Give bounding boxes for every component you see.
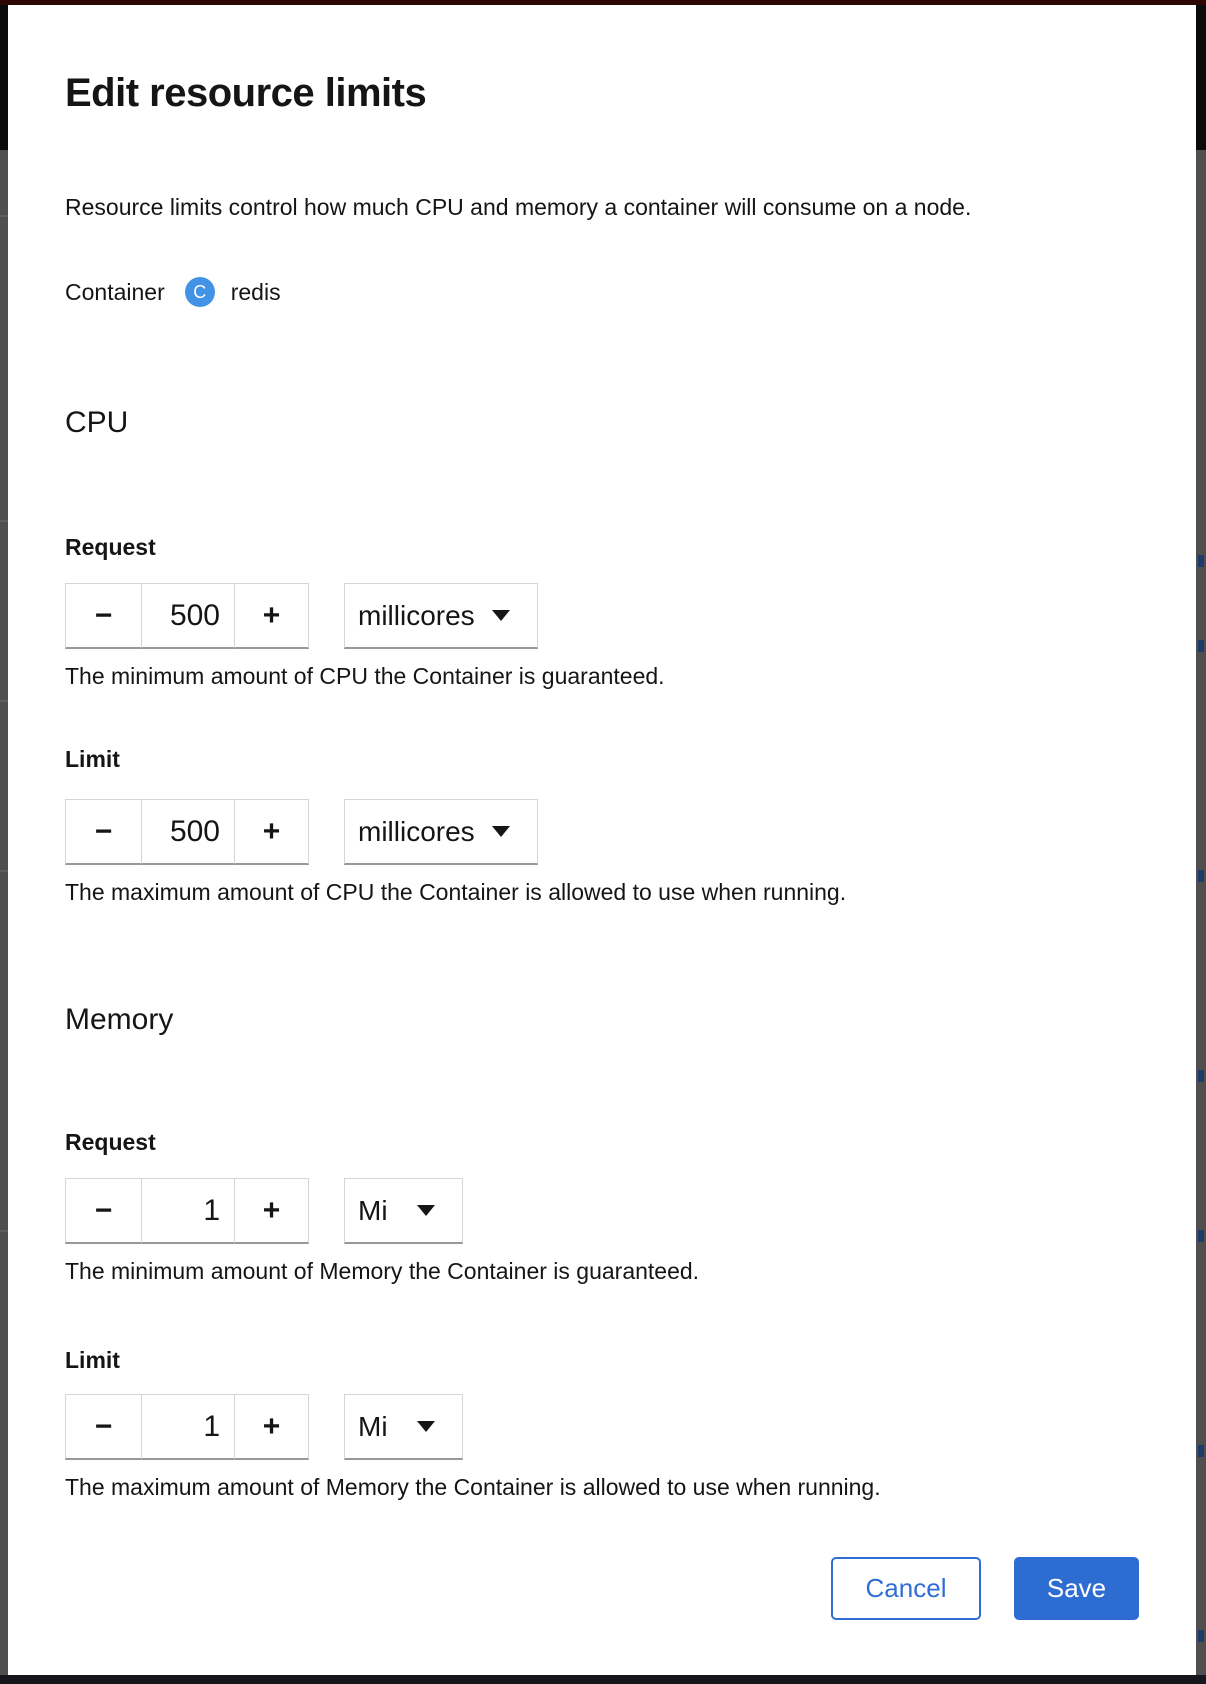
memory-request-increment-button[interactable]: [235, 1178, 309, 1244]
modal-description: Resource limits control how much CPU and memory a container will consume on a node.: [65, 194, 972, 220]
cpu-limit-value-input[interactable]: [142, 799, 235, 865]
cpu-limit-helper-text: The maximum amount of CPU the Container is allowed to use when running.: [65, 879, 847, 905]
caret-down-icon: [492, 610, 510, 621]
caret-down-icon: [417, 1205, 435, 1216]
memory-request-helper-text: The minimum amount of Memory the Container is guaranteed.: [65, 1258, 700, 1284]
plus-icon: +: [262, 598, 281, 632]
cpu-request-helper-text: The minimum amount of CPU the Container is guaranteed.: [65, 663, 665, 689]
cpu-request-spinner: [65, 583, 309, 649]
container-name: redis: [230, 279, 281, 305]
backdrop-left-strip: [0, 5, 8, 1675]
memory-request-unit-value: Mi: [358, 1194, 388, 1226]
save-button[interactable]: Save: [1014, 1557, 1139, 1620]
cpu-section-heading: CPU: [65, 406, 129, 439]
cpu-request-increment-button[interactable]: [235, 583, 309, 649]
cpu-request-value-input[interactable]: [142, 583, 235, 649]
edit-resource-limits-modal: [8, 5, 1196, 1675]
memory-limit-value-input[interactable]: [142, 1394, 235, 1460]
backdrop-seam: [0, 215, 8, 217]
minus-icon: −: [94, 814, 113, 848]
backdrop-right-masthead: [1196, 5, 1206, 150]
backdrop-bottom-strip: [0, 1675, 1206, 1684]
backdrop-fragment: [1198, 1445, 1204, 1457]
container-label: Container: [65, 279, 165, 305]
modal-title: Edit resource limits: [65, 71, 427, 115]
caret-down-icon: [492, 826, 510, 837]
minus-icon: −: [94, 1409, 113, 1443]
backdrop-fragment: [1198, 870, 1204, 882]
cpu-limit-controls: [65, 799, 1139, 865]
memory-request-spinner: [65, 1178, 309, 1244]
cpu-request-unit-select[interactable]: [344, 583, 538, 649]
backdrop-seam: [0, 870, 8, 872]
cpu-request-controls: [65, 583, 1139, 649]
cpu-limit-increment-button[interactable]: [235, 799, 309, 865]
backdrop-fragment: [1198, 555, 1204, 567]
memory-request-decrement-button[interactable]: [65, 1178, 142, 1244]
backdrop-right-strip: [1196, 5, 1206, 1675]
memory-limit-increment-button[interactable]: [235, 1394, 309, 1460]
cpu-request-unit-value: millicores: [358, 599, 475, 631]
backdrop-seam: [0, 700, 8, 702]
memory-request-label: Request: [65, 1129, 156, 1155]
cpu-limit-label: Limit: [65, 746, 120, 772]
backdrop-fragment: [1198, 640, 1204, 652]
memory-section-heading: Memory: [65, 1003, 174, 1036]
plus-icon: +: [262, 814, 281, 848]
memory-request-value-input[interactable]: [142, 1178, 235, 1244]
memory-request-controls: [65, 1178, 1139, 1244]
backdrop-fragment: [1198, 1230, 1204, 1242]
cpu-request-decrement-button[interactable]: [65, 583, 142, 649]
backdrop-seam: [0, 1230, 8, 1232]
container-badge-icon: C: [185, 277, 215, 307]
backdrop-left-masthead: [0, 5, 8, 150]
cpu-limit-spinner: [65, 799, 309, 865]
backdrop-fragment: [1198, 1070, 1204, 1082]
cpu-request-label: Request: [65, 534, 156, 560]
cpu-limit-unit-value: millicores: [358, 815, 475, 847]
backdrop-seam: [0, 520, 8, 522]
cpu-limit-group: [65, 745, 1139, 906]
memory-limit-decrement-button[interactable]: [65, 1394, 142, 1460]
memory-limit-controls: [65, 1394, 1139, 1460]
cpu-limit-decrement-button[interactable]: [65, 799, 142, 865]
memory-request-group: [65, 1128, 1139, 1285]
modal-footer: [65, 1557, 1139, 1620]
cpu-limit-unit-select[interactable]: [344, 799, 538, 865]
caret-down-icon: [417, 1421, 435, 1432]
memory-limit-spinner: [65, 1394, 309, 1460]
backdrop-fragment: [1198, 1630, 1204, 1642]
container-row: [65, 275, 1139, 309]
plus-icon: +: [262, 1409, 281, 1443]
memory-request-unit-select[interactable]: [344, 1178, 463, 1244]
memory-limit-label: Limit: [65, 1347, 120, 1373]
cancel-button[interactable]: Cancel: [831, 1557, 981, 1620]
plus-icon: +: [262, 1193, 281, 1227]
memory-limit-unit-select[interactable]: [344, 1394, 463, 1460]
minus-icon: −: [94, 598, 113, 632]
cpu-request-group: [65, 533, 1139, 690]
memory-limit-group: [65, 1346, 1139, 1501]
memory-limit-helper-text: The maximum amount of Memory the Container is allowed to use when running.: [65, 1474, 881, 1500]
minus-icon: −: [94, 1193, 113, 1227]
memory-limit-unit-value: Mi: [358, 1410, 388, 1442]
